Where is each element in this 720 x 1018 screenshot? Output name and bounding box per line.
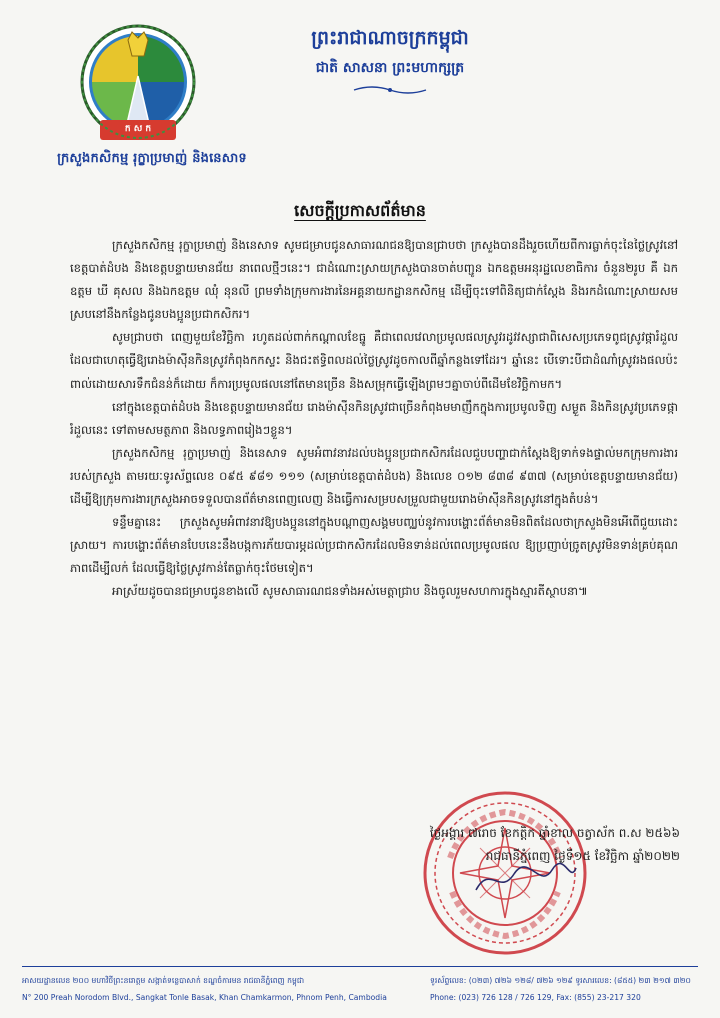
paragraph: សូមជ្រាបថា ពេញមួយខែវិច្ឆិកា រហូតដល់ពាក់កណ្ដាលខែធ្នូ គឺជាពេលវេលាប្រមូលផលស្រូវរដូវវស្សាជាពិសេសប្រភេទពូជស្រូវផ្ការំដួល ដែលជាហេតុធ្វើឱ្យរោងម៉ាស៊ីនកិនស្រូវកំពុងកកស្ទះ និងជះឥទ្ធិពលដល់ថ្លៃស្រូវដូចកាលពីឆ្នាំកន្លងទៅដែរ។ ឆ្នាំនេះ បើទោះបីជាដំណាំស្រូវរងផលប៉ះពាល់ដោយសារទឹកជំនន់ក៏ដោយ ក៏ការប្រមូលផលនៅតែមានច្រើន និងសម្រុកធ្វើឡើងព្រមៗគ្នាចាប់ពីដើមខែវិច្ឆិកាមក។	[70, 330, 678, 391]
paragraph: ទន្ទឹមគ្នានេះ ក្រសួងសូមអំពាវនាវឱ្យបងប្អូននៅក្នុងបណ្ដាញសង្គមបញ្ឈប់នូវការបង្ហោះព័ត៌មានមិនពិតដែលថាក្រសួងមិនអើពើជួយដោះស្រាយ។ ការបង្ហោះព័ត៌មានបែបនេះនឹងបង្កការភ័យបារម្ភដល់ប្រជាកសិករដែលមិនទាន់ដល់ពេលប្រមូលផល ឱ្យប្រញាប់ច្រូតស្រូវមិនទាន់គ្រប់គុណភាពដើម្បីលក់ ដែលធ្វើឱ្យថ្លៃស្រូវកាន់តែធ្លាក់ចុះថែមទៀត។	[70, 515, 678, 576]
motto-ornament	[352, 84, 428, 96]
footer-divider	[22, 966, 698, 967]
press-release-body	[70, 234, 678, 604]
lunar-date: ថ្ងៃអង្គារ ៧រោច ខែកត្តិក ឆ្នាំខាល ចត្វាស័ក ព.ស ២៥៦៦	[429, 826, 680, 840]
ministry-name: ក្រសួងកសិកម្ម រុក្ខាប្រមាញ់ និងនេសាទ	[57, 151, 247, 166]
logo-badge: ក ស ក	[124, 124, 152, 134]
address-khmer: អាសយដ្ឋានលេខ ២០០ មហាវិថីព្រះនរោត្តម សង្កាត់ទន្លេបាសាក់ ខណ្ឌចំការមន រាជធានីភ្នំពេញ កម្ពុជា	[22, 976, 305, 985]
paragraph: នៅក្នុងខេត្តបាត់ដំបង និងខេត្តបន្ទាយមានជ័យ រោងម៉ាស៊ីនកិនស្រូវជាច្រើនកំពុងមមាញឹកក្នុងការប្រមូលទិញ សម្ងួត និងកិនស្រូវប្រភេទផ្ការំដួលនេះ ទៅតាមសមត្ថភាព និងលទ្ធភាពរៀងៗខ្លួន។	[70, 399, 678, 437]
solar-date: រាជធានីភ្នំពេញ ថ្ងៃទី១៥ ខែវិច្ឆិកា ឆ្នាំ២០២២	[485, 849, 680, 863]
address-english: N° 200 Preah Norodom Blvd., Sangkat Tonle Basak, Khan Chamkarmon, Phnom Penh, Cambodia	[22, 993, 387, 1002]
footer-address	[22, 972, 422, 1006]
phone-english: Phone: (023) 726 128 / 726 129, Fax: (855) 23-217 320	[430, 993, 641, 1002]
paragraph: អាស្រ័យដូចបានជម្រាបជូនខាងលើ សូមសាធារណជនទាំងអស់មេត្តាជ្រាប និងចូលរួមសហការក្នុងស្មារតីស្ថាបនា៕	[112, 584, 588, 599]
paragraph: ក្រសួងកសិកម្ម រុក្ខាប្រមាញ់ និងនេសាទ សូមអំពាវនាវដល់បងប្អូនប្រជាកសិករដែលជួបបញ្ហាជាក់ស្ដែងឱ្យទាក់ទងផ្ទាល់មកក្រុមការងាររបស់ក្រសួង តាមរយៈទូរស័ព្ទលេខ ០៩៥ ៩៨១ ១១១ (សម្រាប់ខេត្តបាត់ដំបង) និងលេខ ០១២ ៨៣៨ ៩៣៧ (សម្រាប់ខេត្តបន្ទាយមានជ័យ) ដើម្បីឱ្យក្រុមការងារក្រសួងអាចទទួលបានព័ត៌មានពេញលេញ និងធ្វើការសម្របសម្រួលជាមួយរោងម៉ាស៊ីនកិនស្រូវនៅក្នុងតំបន់។	[70, 445, 678, 507]
phone-khmer: ទូរស័ព្ទលេខ: (០២៣) ៧២៦ ១២៨/ ៧២៦ ១២៩ ទូរសារលេខ: (៨៥៥) ២៣ ២១៧ ៣២០	[430, 976, 691, 985]
signature	[470, 860, 580, 900]
kingdom-heading: ព្រះរាជាណាចក្រកម្ពុជា	[311, 27, 469, 49]
document-title: សេចក្ដីប្រកាសព័ត៌មាន	[294, 201, 426, 220]
ministry-logo	[78, 22, 198, 150]
national-motto: ជាតិ សាសនា ព្រះមហាក្សត្រ	[315, 60, 465, 76]
paragraph: ក្រសួងកសិកម្ម រុក្ខាប្រមាញ់ និងនេសាទ សូមជម្រាបជូនសាធារណជនឱ្យបានជ្រាបថា ក្រសួងបានដឹងរួចហើយពីការធ្លាក់ចុះនៃថ្លៃស្រូវនៅខេត្តបាត់ដំបង និងខេត្តបន្ទាយមានជ័យ នាពេលថ្មីៗនេះ។ ជាដំណោះស្រាយក្រសួងបានចាត់បញ្ជូន ឯកឧត្តមអនុរដ្ឋលេខាធិការ ចំនួន២រូប គឺ ឯកឧត្តម ឃី គុសល និងឯកឧត្តម ឈុំ នុនលី ព្រមទាំងក្រុមការងារនៃអគ្គនាយកដ្ឋានកសិកម្ម ដើម្បីចុះទៅពិនិត្យជាក់ស្ដែង និងរកដំណោះស្រាយសមស្របនៅនឹងកន្លែងជូនបងប្អូនប្រជាកសិករ។	[70, 238, 678, 322]
footer-contact	[430, 972, 700, 1006]
